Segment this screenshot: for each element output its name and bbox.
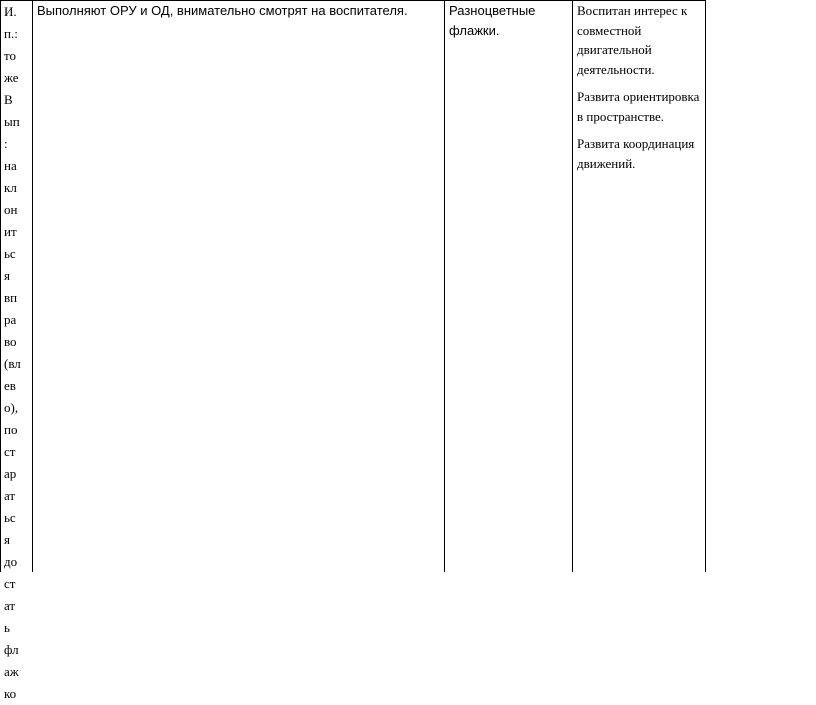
exercise-description-line: ит [4, 224, 17, 239]
cell-children-activity [37, 0, 437, 572]
column-divider-3 [572, 0, 573, 572]
exercise-description-line: ст [4, 576, 16, 591]
exercise-description-line: по [4, 422, 18, 437]
cell-exercise-description [4, 0, 32, 701]
exercise-description-line: на [4, 158, 17, 173]
exercise-description-line: ра [4, 312, 17, 327]
exercise-description-line: о), [4, 400, 19, 415]
exercise-description-line: ат [4, 598, 16, 613]
column-divider-1 [32, 0, 33, 572]
exercise-description-line: ев [4, 378, 16, 393]
exercise-description-line: аж [4, 664, 19, 679]
exercise-description-line: п.: [4, 26, 18, 41]
cell-expected-results [577, 0, 703, 572]
exercise-description-line: я [4, 268, 10, 283]
exercise-description-line: ар [4, 466, 17, 481]
exercise-description-line: (вл [4, 356, 21, 371]
result-paragraph-1: Воспитан интерес к совместной двигательной деятельности. [577, 3, 688, 77]
table-right-border [705, 0, 706, 572]
cell-equipment [449, 0, 561, 572]
exercise-description-line: кл [4, 180, 17, 195]
exercise-description-line: я [4, 532, 10, 547]
exercise-description-line: В [4, 92, 13, 107]
exercise-description-line: : [4, 136, 8, 151]
exercise-description-lines [4, 0, 32, 705]
exercise-description-line: вп [4, 290, 18, 305]
exercise-description-line: ат [4, 488, 16, 503]
exercise-description-line: до [4, 554, 18, 569]
exercise-description-line: ко [4, 686, 17, 701]
exercise-description-line: ьс [4, 510, 16, 525]
exercise-description-line: ьс [4, 246, 16, 261]
exercise-description-line: во [4, 334, 17, 349]
exercise-description-line: ь [4, 620, 10, 635]
exercise-description-line: он [4, 202, 18, 217]
table-left-border [0, 0, 1, 572]
exercise-description-line: фл [4, 642, 19, 657]
equipment-text: Разноцветные флажки. [449, 3, 536, 38]
exercise-description-line: И. [4, 4, 17, 19]
children-activity-text: Выполняют ОРУ и ОД, внимательно смотрят на воспитателя. [37, 3, 408, 18]
result-paragraph-3: Развита координация движений. [577, 136, 695, 171]
result-paragraph-2: Развита ориентировка в пространстве. [577, 89, 700, 124]
exercise-description-line: то [4, 48, 17, 63]
exercise-description-line: же [4, 70, 19, 85]
exercise-description-line: ст [4, 444, 16, 459]
exercise-description-line: ып [4, 114, 20, 129]
column-divider-2 [444, 0, 445, 572]
